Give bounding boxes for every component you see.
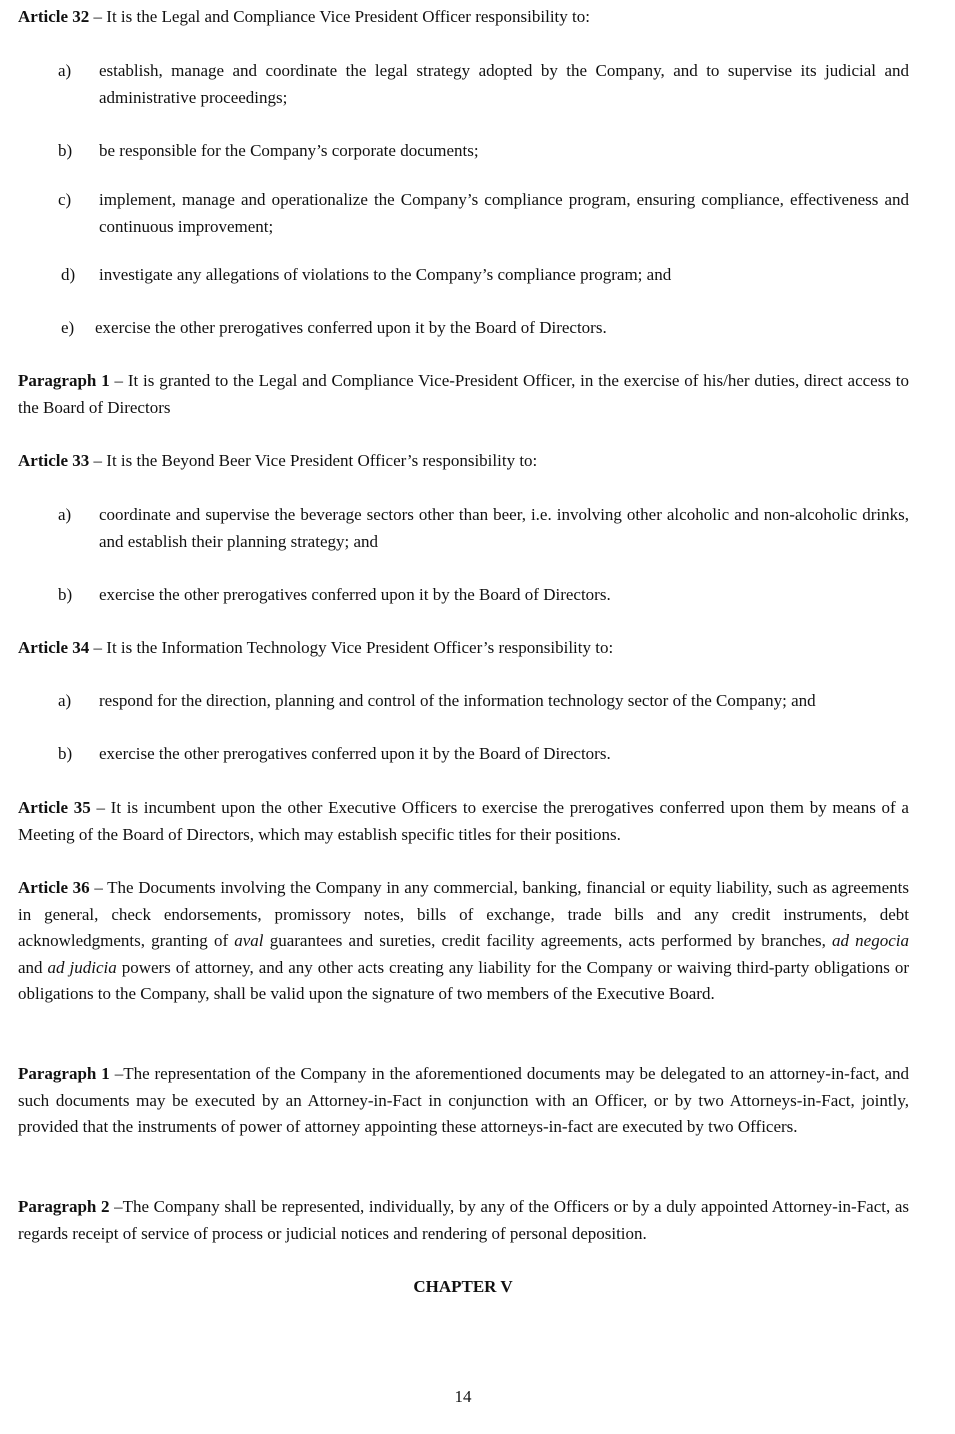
item-text: exercise the other prerogatives conferred upon it by the Board of Directors. <box>99 744 611 763</box>
italic-term-aval: aval <box>234 931 264 950</box>
article-36 <box>18 875 909 1008</box>
item-text: implement, manage and operationalize the Company’s compliance program, ensuring compliance, effectiveness and continuous improvement; <box>99 190 909 236</box>
paragraph-title: Paragraph 1 <box>18 1064 110 1083</box>
item-label: b) <box>58 744 73 763</box>
item-label: c) <box>58 190 72 209</box>
article-33-heading <box>18 448 909 475</box>
article-35-title: Article 35 <box>18 798 91 817</box>
article-32-item-e <box>0 315 909 375</box>
article-36-text: – The Documents involving the Company in any commercial, banking, financial or equity liability, such as agreements in general, check endorsements, promissory notes, bills of exchange, trade bills and any credit instruments, debt acknowledgments, granting of <box>18 878 909 950</box>
article-33-text: – It is the Beyond Beer Vice President Officer’s responsibility to: <box>89 451 538 470</box>
article-34-item-b <box>0 741 909 801</box>
article-36-text: powers of attorney, and any other acts creating any liability for the Company or waiving third-party obligations or obligations to the Company, shall be valid upon the signature of two members of the Executive Board. <box>18 957 909 1003</box>
article-32-item-c <box>0 187 909 247</box>
article-34-heading <box>18 635 909 662</box>
item-label: a) <box>58 61 72 80</box>
article-33-item-a <box>0 502 909 562</box>
item-label: b) <box>58 585 73 604</box>
article-33-title: Article 33 <box>18 451 90 470</box>
article-34-item-a <box>0 688 909 748</box>
item-text: establish, manage and coordinate the legal strategy adopted by the Company, and to supervise its judicial and administrative proceedings; <box>99 61 909 107</box>
item-text: exercise the other prerogatives conferred upon it by the Board of Directors. <box>99 585 611 604</box>
chapter-heading: CHAPTER V <box>413 1277 513 1296</box>
article-32-title: Article 32 <box>18 7 90 26</box>
article-36-text: and <box>18 957 48 977</box>
article-36-text: guarantees and sureties, credit facility agreements, acts performed by branches, <box>263 931 833 950</box>
article-35 <box>18 795 909 848</box>
item-text: coordinate and supervise the beverage sectors other than beer, i.e. involving other alcoholic and non-alcoholic drinks, and establish their planning strategy; and <box>99 505 909 551</box>
page-number: 14 <box>454 1387 472 1406</box>
article-36-title: Article 36 <box>18 878 90 897</box>
paragraph-text: –The Company shall be represented, individually, by any of the Officers or by a duly appointed Attorney-in-Fact, as regards receipt of service of process or judicial notices and rendering of personal deposition. <box>18 1197 909 1243</box>
article-35-text: – It is incumbent upon the other Executive Officers to exercise the prerogatives conferred upon them by means of a Meeting of the Board of Directors, which may establish specific titles for their positions. <box>18 798 909 844</box>
item-label: a) <box>58 691 72 710</box>
article-32-paragraph-1 <box>18 368 909 421</box>
italic-term-ad-judicia: ad judicia <box>47 957 117 977</box>
article-34-text: – It is the Information Technology Vice President Officer’s responsibility to: <box>89 638 614 657</box>
item-text: respond for the direction, planning and control of the information technology sector of the Company; and <box>99 691 816 710</box>
article-32-item-a <box>0 58 909 118</box>
item-text: be responsible for the Company’s corporate documents; <box>99 141 479 160</box>
article-32-item-d <box>0 262 909 322</box>
paragraph-text: –The representation of the Company in the aforementioned documents may be delegated to an attorney-in-fact, and such documents may be executed by an Attorney-in-Fact in conjunction with an Officer, or by two Attorneys-in-Fact, jointly, provided that the instruments of power of attorney appointing these attorneys-in-fact are executed by two Officers. <box>18 1064 909 1136</box>
item-label: b) <box>58 141 73 160</box>
item-label: e) <box>61 318 75 337</box>
item-text: investigate any allegations of violations to the Company’s compliance program; and <box>99 265 672 284</box>
paragraph-text: – It is granted to the Legal and Compliance Vice-President Officer, in the exercise of his/her duties, direct access to the Board of Directors <box>18 371 910 417</box>
article-34-title: Article 34 <box>18 638 90 657</box>
article-33-item-b <box>0 582 909 642</box>
paragraph-title: Paragraph 1 <box>18 371 110 390</box>
article-36-paragraph-2 <box>18 1194 909 1247</box>
item-label: a) <box>58 505 72 524</box>
item-text: exercise the other prerogatives conferred upon it by the Board of Directors. <box>95 318 607 337</box>
italic-term-ad-negocia: ad negocia <box>832 931 909 950</box>
article-36-paragraph-1 <box>18 1061 909 1141</box>
item-label: d) <box>61 265 76 284</box>
article-32-heading <box>18 4 909 31</box>
paragraph-title: Paragraph 2 <box>18 1197 110 1216</box>
article-32-text: – It is the Legal and Compliance Vice President Officer responsibility to: <box>89 7 590 26</box>
